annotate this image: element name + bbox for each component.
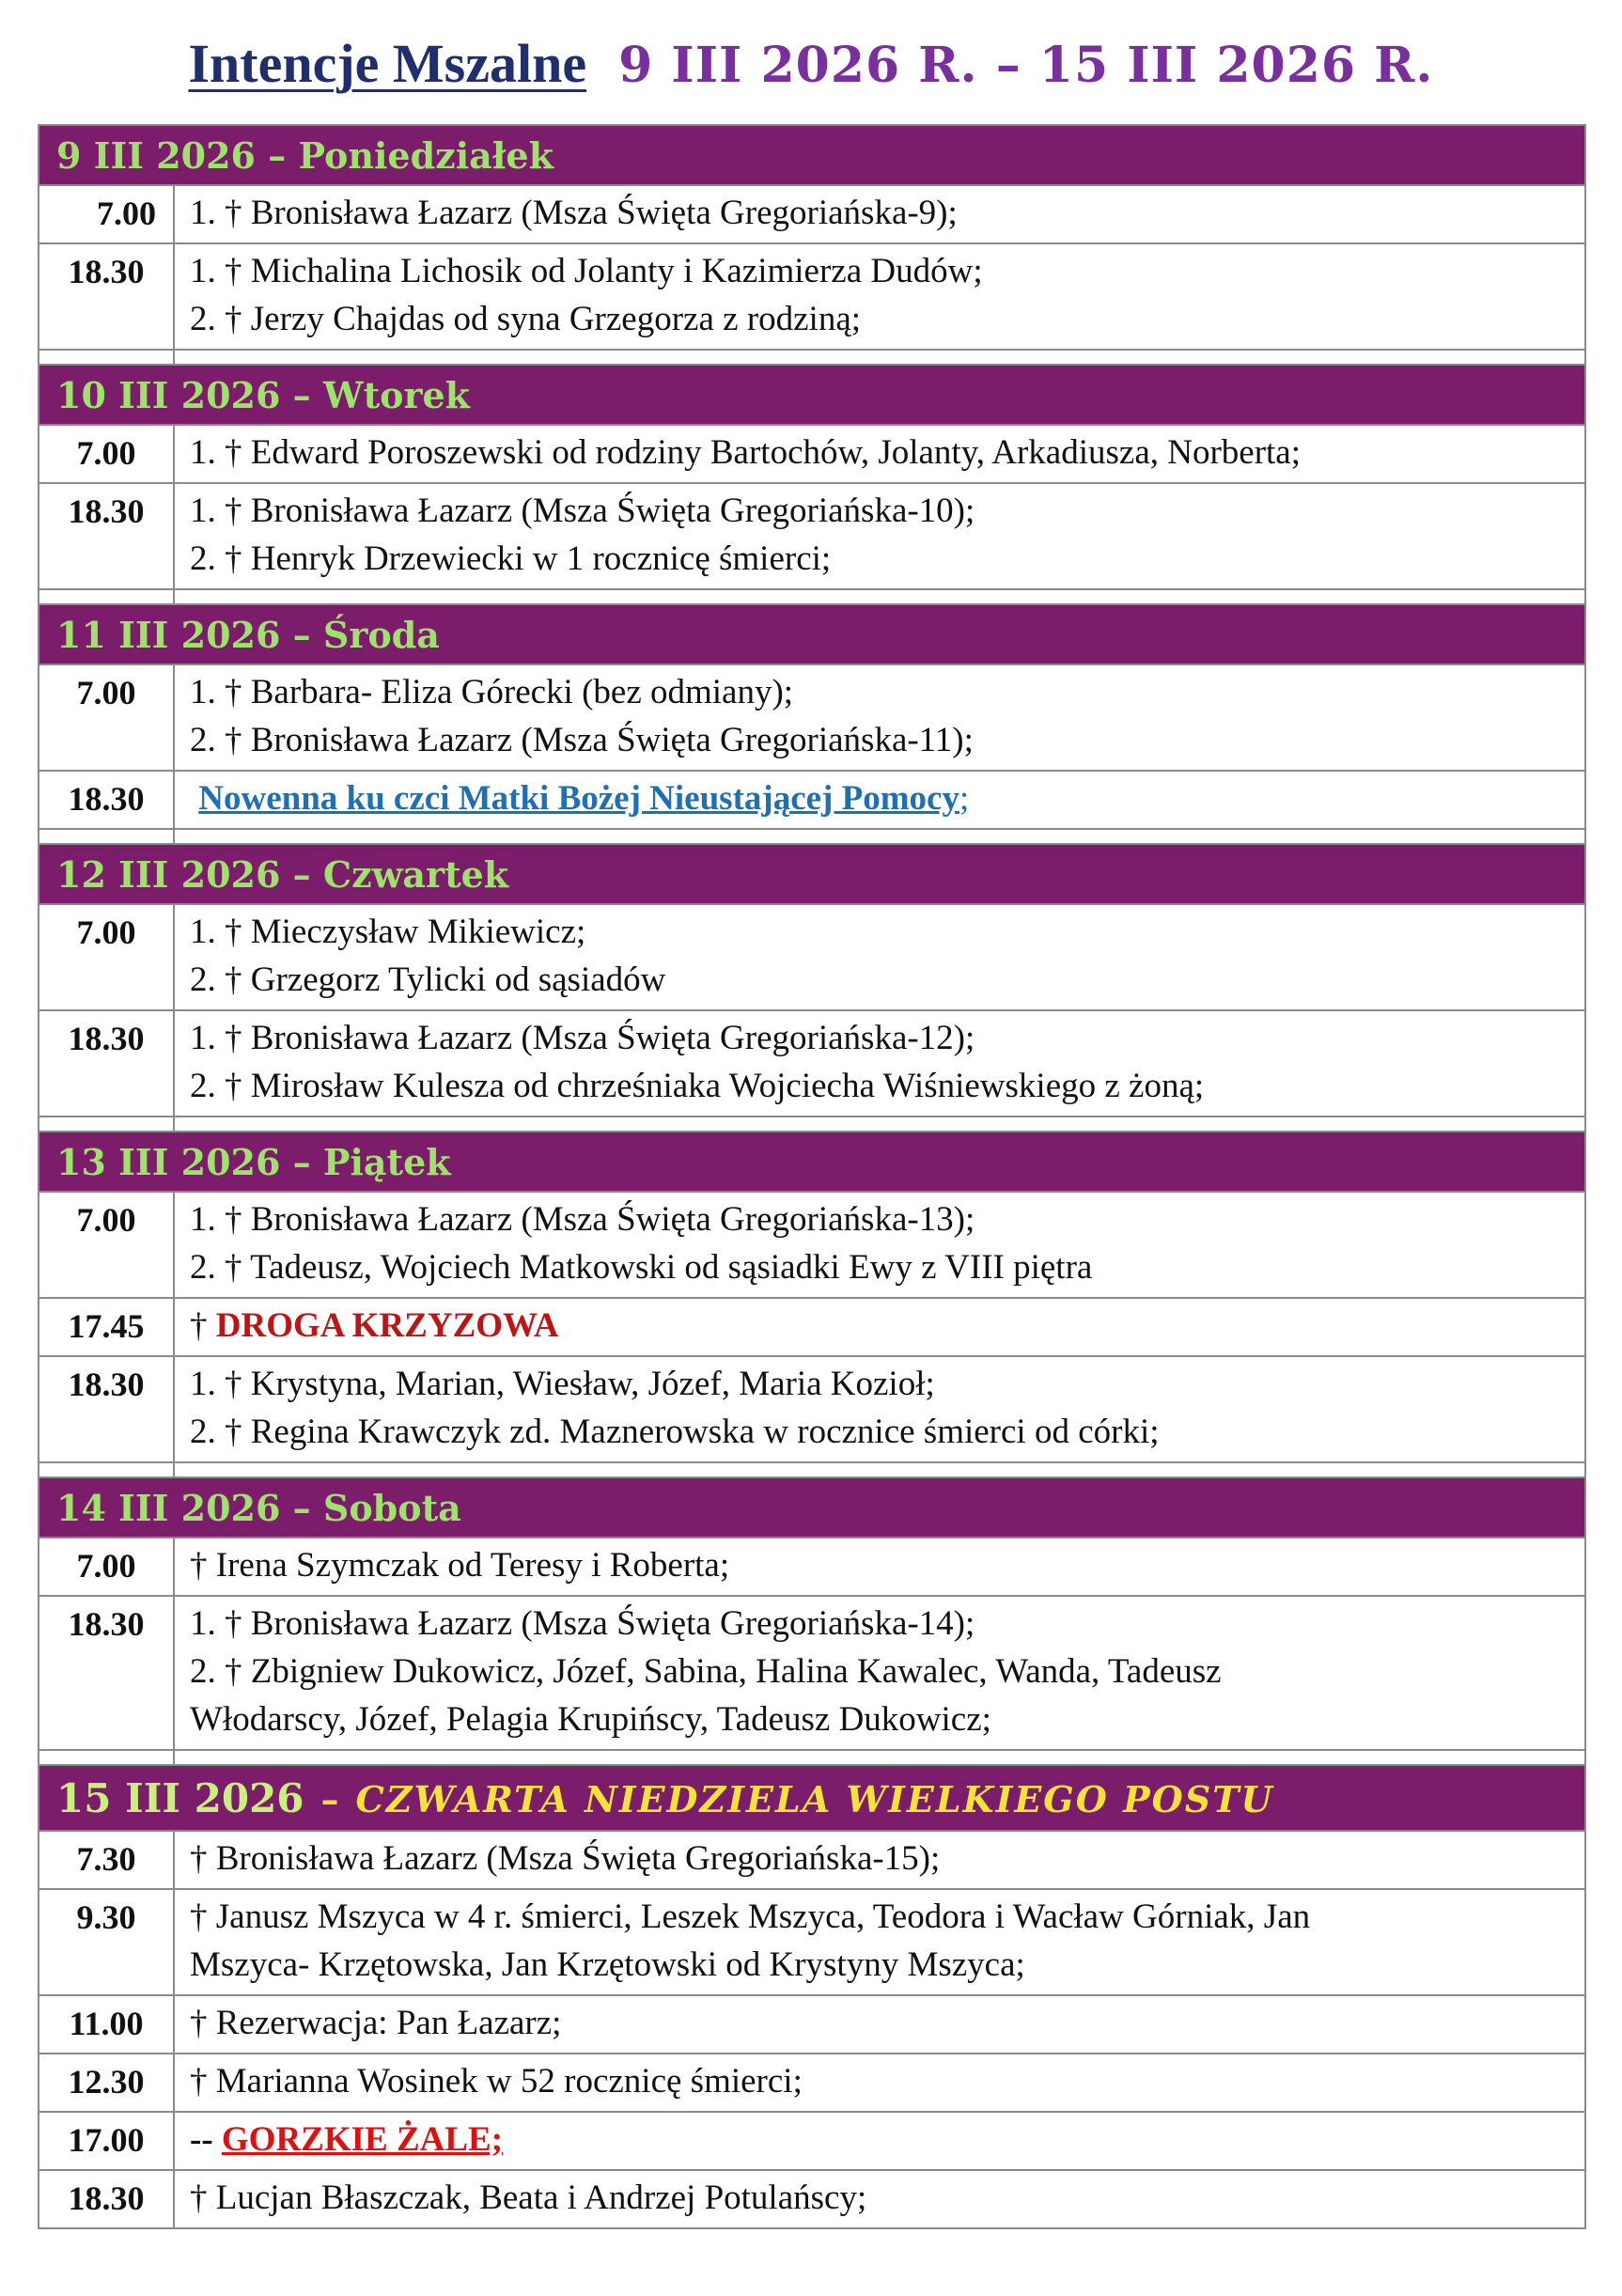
mass-time: 7.00 [39, 185, 174, 243]
spacer-row [39, 589, 1585, 604]
mass-row [39, 1010, 1585, 1117]
mass-time: 18.30 [39, 1596, 174, 1750]
mass-intentions [174, 1995, 1585, 2054]
day-title: 13 III 2026 – Piątek [39, 1132, 1585, 1192]
intention-line: 2. † Mirosław Kulesza od chrześniaka Wojciecha Wiśniewskiego z żoną; [190, 1067, 1205, 1105]
spacer-row [39, 350, 1585, 365]
day-title: 9 III 2026 – Poniedziałek [39, 125, 1585, 185]
day-title: 10 III 2026 – Wtorek [39, 365, 1585, 425]
mass-row [39, 2054, 1585, 2112]
event-line [190, 1302, 1571, 1350]
intention-line: 1. † Bronisława Łazarz (Msza Święta Gregoriańska-12); [190, 1019, 975, 1057]
intention-line: † Irena Szymczak od Teresy i Roberta; [190, 1546, 730, 1585]
mass-time: 12.30 [39, 2054, 174, 2112]
mass-row [39, 1356, 1585, 1462]
mass-row [39, 243, 1585, 350]
mass-row [39, 2112, 1585, 2170]
mass-row [39, 771, 1585, 829]
mass-row [39, 483, 1585, 589]
intention-line: 1. † Michalina Lichosik od Jolanty i Kazimierza Dudów; [190, 252, 983, 290]
intention-line: 1. † Mieczysław Mikiewicz; [190, 913, 586, 951]
mass-time: 18.30 [39, 1356, 174, 1462]
mass-row [39, 1192, 1585, 1298]
mass-row [39, 1831, 1585, 1889]
mass-row [39, 2170, 1585, 2228]
mass-row [39, 904, 1585, 1010]
mass-time: 7.00 [39, 664, 174, 771]
intention-line: 2. † Henryk Drzewiecki w 1 rocznicę śmierci; [190, 539, 832, 578]
mass-row [39, 1538, 1585, 1596]
intention-line: † Marianna Wosinek w 52 rocznicę śmierci; [190, 2062, 803, 2101]
intention-line: Włodarscy, Józef, Pelagia Krupińscy, Tadeusz Dukowicz; [190, 1700, 991, 1739]
mass-row [39, 1889, 1585, 1995]
intention-line: 2. † Bronisława Łazarz (Msza Święta Gregoriańska-11); [190, 721, 974, 759]
mass-time: 18.30 [39, 1010, 174, 1117]
mass-time: 18.30 [39, 483, 174, 589]
event-name: DROGA KRZYZOWA [215, 1306, 559, 1345]
page-title: Intencje Mszalne [188, 33, 587, 94]
day-header-sunday [39, 1765, 1585, 1831]
day-title [39, 1765, 1585, 1831]
intention-line: † Bronisława Łazarz (Msza Święta Gregoriańska-15); [190, 1839, 941, 1878]
intention-line: Mszyca- Krzętowska, Jan Krzętowski od Krystyny Mszyca; [190, 1945, 1025, 1984]
page-title-block [0, 32, 1622, 107]
spacer-row [39, 1750, 1585, 1765]
intention-line: † Janusz Mszyca w 4 r. śmierci, Leszek Mszyca, Teodora i Wacław Górniak, Jan [190, 1898, 1311, 1936]
intention-line: 1. † Krystyna, Marian, Wiesław, Józef, Maria Kozioł; [190, 1365, 935, 1403]
mass-time: 18.30 [39, 243, 174, 350]
day-title: 11 III 2026 – Środa [39, 604, 1585, 664]
event-line [190, 2116, 1571, 2163]
mass-time: 11.00 [39, 1995, 174, 2054]
mass-intentions [174, 664, 1585, 771]
mass-intentions [174, 771, 1585, 829]
mass-intentions [174, 1356, 1585, 1462]
intention-line: † Lucjan Błaszczak, Beata i Andrzej Potulańscy; [190, 2179, 867, 2217]
spacer-row [39, 1117, 1585, 1132]
novena-line [190, 774, 1571, 822]
day-title: 14 III 2026 – Sobota [39, 1477, 1585, 1538]
day-header [39, 125, 1585, 185]
mass-intentions [174, 243, 1585, 350]
mass-row [39, 185, 1585, 243]
intention-line: 1. † Bronisława Łazarz (Msza Święta Gregoriańska-9); [190, 194, 958, 232]
sunday-date: 15 III 2026 [56, 1774, 304, 1821]
intention-line: † Rezerwacja: Pan Łazarz; [190, 2004, 562, 2042]
date-range: 9 III 2026 R. – 15 III 2026 R. [618, 37, 1434, 94]
mass-intentions [174, 185, 1585, 243]
intention-line: 1. † Edward Poroszewski od rodziny Bartochów, Jolanty, Arkadiusza, Norberta; [190, 433, 1302, 472]
schedule-table [38, 124, 1586, 2229]
intention-line: 1. † Bronisława Łazarz (Msza Święta Gregoriańska-13); [190, 1200, 975, 1239]
mass-intentions [174, 2054, 1585, 2112]
intention-line: 2. † Tadeusz, Wojciech Matkowski od sąsiadki Ewy z VIII piętra [190, 1248, 1093, 1287]
mass-time: 7.00 [39, 1538, 174, 1596]
mass-intentions [174, 1192, 1585, 1298]
mass-time: 7.30 [39, 1831, 174, 1889]
mass-time: 7.00 [39, 1192, 174, 1298]
sunday-dash: – [320, 1777, 339, 1820]
mass-intentions [174, 1889, 1585, 1995]
mass-time: 17.00 [39, 2112, 174, 2170]
event-prefix: -- [190, 2120, 222, 2159]
event-name: GORZKIE ŻALE; [221, 2120, 504, 2159]
mass-row [39, 1298, 1585, 1356]
mass-intentions [174, 425, 1585, 483]
mass-intentions [174, 1010, 1585, 1117]
day-header [39, 1477, 1585, 1538]
event-prefix: † [190, 1306, 216, 1345]
day-header [39, 844, 1585, 904]
mass-row [39, 664, 1585, 771]
mass-intentions [174, 483, 1585, 589]
mass-row [39, 425, 1585, 483]
mass-time: 7.00 [39, 425, 174, 483]
day-title: 12 III 2026 – Czwartek [39, 844, 1585, 904]
novena-end: ; [959, 779, 970, 818]
intention-line: 2. † Jerzy Chajdas od syna Grzegorza z rodziną; [190, 300, 862, 338]
intention-line: 2. † Zbigniew Dukowicz, Józef, Sabina, Halina Kawalec, Wanda, Tadeusz [190, 1652, 1222, 1691]
intention-line: 2. † Regina Krawczyk zd. Maznerowska w rocznice śmierci od córki; [190, 1413, 1160, 1451]
mass-row [39, 1596, 1585, 1750]
mass-intentions [174, 1596, 1585, 1750]
intention-line: 1. † Barbara- Eliza Górecki (bez odmiany); [190, 673, 794, 711]
novena-link[interactable]: Nowenna ku czci Matki Bożej Nieustającej Pomocy [198, 779, 959, 818]
mass-row [39, 1995, 1585, 2054]
spacer-row [39, 829, 1585, 844]
intention-line: 1. † Bronisława Łazarz (Msza Święta Gregoriańska-14); [190, 1604, 975, 1643]
day-header [39, 1132, 1585, 1192]
mass-intentions [174, 1831, 1585, 1889]
day-header [39, 365, 1585, 425]
mass-time: 9.30 [39, 1889, 174, 1995]
intention-line: 1. † Bronisława Łazarz (Msza Święta Gregoriańska-10); [190, 492, 975, 530]
sunday-name: CZWARTA NIEDZIELA WIELKIEGO POSTU [355, 1777, 1274, 1820]
mass-time: 18.30 [39, 2170, 174, 2228]
mass-intentions [174, 2170, 1585, 2228]
spacer-row [39, 1462, 1585, 1477]
mass-time: 17.45 [39, 1298, 174, 1356]
mass-time: 7.00 [39, 904, 174, 1010]
mass-intentions [174, 1298, 1585, 1356]
mass-intentions [174, 904, 1585, 1010]
mass-time: 18.30 [39, 771, 174, 829]
intention-line: 2. † Grzegorz Tylicki od sąsiadów [190, 961, 666, 999]
day-header [39, 604, 1585, 664]
mass-intentions [174, 1538, 1585, 1596]
mass-intentions [174, 2112, 1585, 2170]
